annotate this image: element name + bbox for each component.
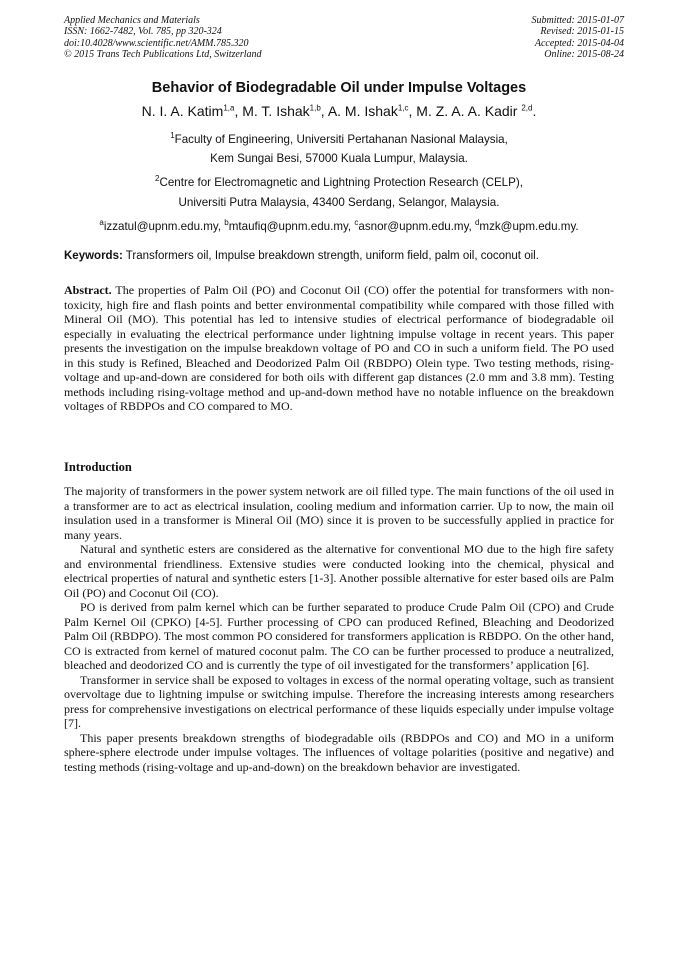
issn-line: ISSN: 1662-7482, Vol. 785, pp 320-324: [64, 26, 222, 38]
affiliation-text: Centre for Electromagnetic and Lightning Protection Research (CELP),: [159, 175, 523, 189]
section-heading-introduction: Introduction: [64, 460, 132, 474]
keywords-text: Transformers oil, Impulse breakdown strength, uniform field, palm oil, coconut oil.: [122, 250, 539, 262]
paper-title: Behavior of Biodegradable Oil under Impulse Voltages: [151, 80, 527, 96]
author-affiliation-marker: 1,b: [309, 103, 321, 113]
affiliation-1-line-2: Kem Sungai Besi, 57000 Kuala Lumpur, Malaysia.: [210, 152, 468, 165]
affiliation-2-line-1: [0, 174, 678, 189]
paragraph: Transformer in service shall be exposed to voltages in excess of the normal operating voltage, such as transient overvoltage due to lightning impulse or switching impulse. Therefore the increasing interests among researchers press for comprehensive investigations on electrical performance of these liquids especially under impulse voltage [7].: [64, 672, 614, 730]
email-marker: a: [99, 218, 104, 227]
email-marker: b: [224, 218, 229, 227]
doi-line: doi:10.4028/www.scientific.net/AMM.785.320: [64, 37, 249, 49]
revised-date: Revised: 2015-01-15: [540, 26, 624, 38]
abstract: [64, 283, 614, 414]
author-affiliation-marker: 1,a: [223, 103, 235, 113]
affiliation-1-line-1: [0, 131, 678, 146]
author-separator: .: [532, 103, 537, 119]
affiliation-marker: 1: [170, 131, 175, 140]
author-separator: ,: [408, 103, 417, 119]
online-date: Online: 2015-08-24: [544, 49, 624, 61]
email-marker: d: [474, 218, 480, 227]
author-name: M. Z. A. A. Kadir: [416, 103, 522, 119]
copyright-line: © 2015 Trans Tech Publications Ltd, Switzerland: [64, 49, 262, 61]
journal-header-right: [532, 15, 625, 61]
paragraph: PO is derived from palm kernel which can be further separated to produce Crude Palm Oil (CPO) and Crude Palm Kernel Oil (CPKO) [4-5]. Further processing of CPO can produced Refined, Bleaching and Deodorized Palm Oil (RBDPO). The most common PO considered for transformers application is RBDPO. On the other hand, CO is extracted from kernel of matured coconut palm. The CO can be further processed to produce a neutralized, bleached and deodorized CO and is currently the type of oil investigated for the transformers’ application [6].: [64, 600, 614, 672]
author-name: N. I. A. Katim: [141, 103, 224, 119]
affiliation-marker: 2: [155, 174, 160, 183]
email-address: asnor@upnm.edu.my,: [358, 219, 475, 233]
accepted-date: Accepted: 2015-04-04: [534, 37, 624, 49]
abstract-label: Abstract.: [64, 283, 112, 297]
email-list: [0, 218, 678, 233]
email-marker: c: [354, 218, 359, 227]
abstract-text: The properties of Palm Oil (PO) and Coconut Oil (CO) offer the potential for transformers with non-toxicity, high fire and flash points and better environmental compatibility while compared with those filled with Mineral Oil (MO). This potential has led to intensive studies of electrical performance of biodegradable oil especially in evaluating the electrical performance under lightning impulse voltage in recent years. This paper presents the investigation on the impulse breakdown voltage of PO and CO in such a uniform field. The PO used in this study is Refined, Bleached and Deodorized Palm Oil (RBDPO) Olein type. Two testing methods, rising-voltage and up-and-down are considered for both oils with different gap distances (2.0 mm and 3.8 mm). Testing methods including rising-voltage method and up-and-down method have no notable influence on the breakdown voltages of RBDPOs and CO compared to MO.: [64, 283, 614, 413]
author-affiliation-marker: 2,d: [521, 103, 533, 113]
affiliation-text: Faculty of Engineering, Universiti Pertahanan Nasional Malaysia,: [174, 132, 508, 146]
paragraph: Natural and synthetic esters are considered as the alternative for conventional MO due to the high fire safety and environmental friendliness. Extensive studies were conducted looking into the chemical, physical and electrical properties of natural and synthetic esters [1-3]. Another possible alternative for ester based oils are Palm Oil (PO) and Coconut Oil (CO).: [64, 542, 614, 600]
email-address: mzk@upm.edu.my.: [479, 219, 579, 233]
keywords-label: Keywords:: [64, 250, 123, 262]
author-affiliation-marker: 1,c: [397, 103, 409, 113]
affiliation-2-line-2: Universiti Putra Malaysia, 43400 Serdang, Selangor, Malaysia.: [178, 196, 500, 209]
journal-header-left: [64, 15, 262, 61]
author-name: A. M. Ishak: [327, 103, 398, 119]
author-list: [0, 103, 678, 119]
author-separator: ,: [320, 103, 328, 119]
journal-name: Applied Mechanics and Materials: [64, 15, 200, 26]
email-address: mtaufiq@upnm.edu.my,: [228, 219, 355, 233]
author-name: M. T. Ishak: [242, 103, 310, 119]
email-address: izzatul@upnm.edu.my,: [103, 219, 225, 233]
introduction-body: [64, 484, 614, 774]
keywords: [64, 250, 624, 262]
paragraph: The majority of transformers in the power system network are oil filled type. The main functions of the oil used in a transformer are to act as electrical insulation, cooling medium and information carrier. Up to now, the main oil insulation used in a transformer is Mineral Oil (MO) since it is proven to be successfully applied in practice for many years.: [64, 484, 614, 542]
submitted-date: Submitted: 2015-01-07: [531, 15, 624, 26]
paragraph: This paper presents breakdown strengths of biodegradable oils (RBDPOs and CO) and MO in a uniform sphere-sphere electrode under impulse voltages. The influences of voltage polarities (positive and negative) and testing methods (rising-voltage and up-and-down) on the breakdown behavior are investigated.: [64, 730, 614, 774]
author-separator: ,: [234, 103, 243, 119]
